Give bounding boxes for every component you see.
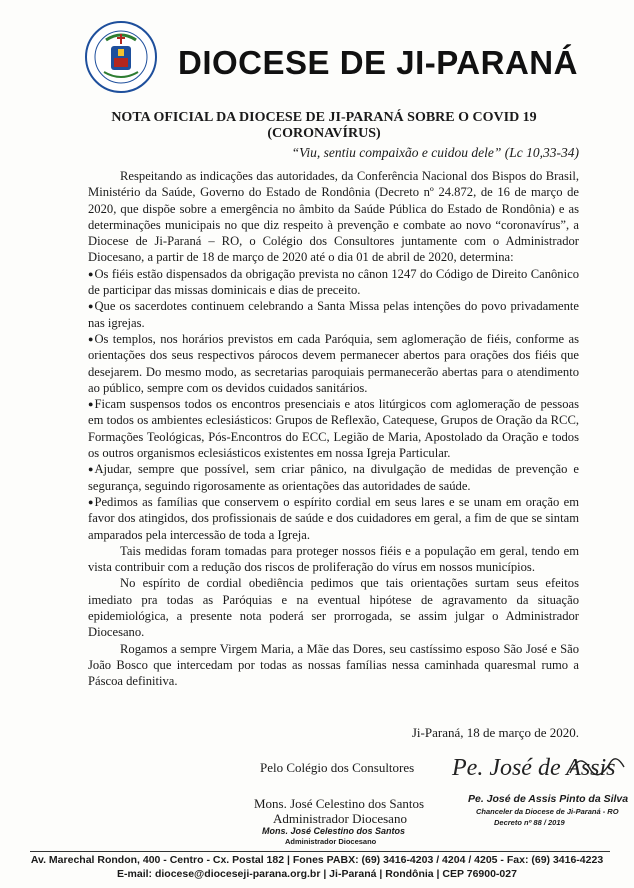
- bullet-icon: ●: [88, 464, 94, 475]
- chancellor-decree: Decreto nº 88 / 2019: [494, 818, 565, 827]
- list-item: ●Os templos, nos horários previstos em cada Paróquia, sem aglomeração de fiéis, conforme as orientações dos seus respectivos párocos devem permanecer abertos para orações dos fiéis que desejarem. Do mesmo modo, as secretarias paroquiais permanecerão abertas para o atendimento ao público, sempre com os devidos cuidados sanitários.: [88, 331, 579, 395]
- intro-paragraph: Respeitando as indicações das autoridades, da Conferência Nacional dos Bispos do Brasil, Ministério da Saúde, Governo do Estado de Rondônia (Decreto nº 24.872, de 16 de março de 2020, que dispõe sobre a emergência no âmbito da Saúde Pública do Estado de Rondônia) e as determinações municipais no que diz respeito à prevenção e combate ao novo “coronavírus”, a Diocese de Ji-Paraná – RO, o Colégio dos Consultores juntamente com o Administrador Diocesano, a partir de 18 de março de 2020 até o dia 01 de abril de 2020, determina:: [88, 169, 579, 265]
- footer-contact: E-mail: diocese@dioceseji-parana.org.br | Ji-Paraná | Rondônia | CEP 76900-027: [117, 868, 517, 880]
- document-title: NOTA OFICIAL DA DIOCESE DE JI-PARANÁ SOBRE O COVID 19 (CORONAVÍRUS): [111, 110, 537, 141]
- list-item: ●Pedimos as famílias que conservem o espírito cordial em seus lares e se unam em oração em favor dos atingidos, dos profissionais de saúde e dos cuidadores em geral, a fim de que se sintam amparados pela intercessão de toda a Igreja.: [88, 494, 579, 542]
- list-item: ●Que os sacerdotes continuem celebrando a Santa Missa pelas intenções do povo privadamente nas igrejas.: [88, 299, 579, 330]
- signature-heading: Pelo Colégio dos Consultores: [260, 760, 415, 775]
- list-item: ●Ficam suspensos todos os encontros presenciais e atos litúrgicos com aglomeração de pessoas em todos os ambientes eclesiásticos: Grupos de Reflexão, Catequese, Grupos de Oração da RCC, Formações Teológicas, Pós-Encontros do ECC, Legião de Maria, Apostolado da Oração e todos os outros organismos eclesiásticos existentes em nossa Igreja Particular.: [88, 397, 579, 461]
- chancellor-role: Chanceler da Diocese de Ji-Paraná - RO: [476, 807, 619, 816]
- footer-address: Av. Marechal Rondon, 400 - Centro - Cx. Postal 182 | Fones PABX: (69) 3416-4203 / 4204 / 4205 - Fax: (69) 3416-4223: [30, 854, 604, 866]
- list-item: ●Os fiéis estão dispensados da obrigação prevista no cânon 1247 do Código de Direito Canônico de participar das missas dominicais e dias de preceito.: [88, 266, 579, 298]
- handwritten-signature: [450, 745, 630, 790]
- body-paragraph: Rogamos a sempre Virgem Maria, a Mãe das Dores, seu castíssimo esposo São José e São João Bosco que intercedam por todas as nossas famílias nessa caminhada quaresmal rumo a Páscoa definitiva.: [88, 641, 579, 689]
- letter-body: [88, 168, 579, 690]
- body-paragraph: Tais medidas foram tomadas para proteger nossos fiéis e a população em geral, tendo em vista contribuir com a redução dos riscos de proliferação do vírus em nossos municípios.: [88, 543, 579, 575]
- bullet-icon: ●: [88, 496, 94, 507]
- bullet-icon: ●: [88, 301, 94, 312]
- body-paragraph: No espírito de cordial obediência pedimos que tais orientações surtam seus efeitos imediato pra todas as Paróquias e na eventual hipótese de agravamento da situação epidemiológica, a presente nota poderá ser prorrogada, se assim julgar o Administrador Diocesano.: [88, 576, 579, 640]
- stamp-name: Mons. José Celestino dos Santos: [262, 826, 406, 836]
- diocese-name: DIOCESE DE JI-PARANÁ: [178, 44, 578, 81]
- svg-text:Pe. José de Assis: Pe. José de Assis: [452, 755, 616, 781]
- bullet-icon: ●: [88, 268, 94, 279]
- stamp-role: Administrador Diocesano: [285, 837, 377, 846]
- place-date: Ji-Paraná, 18 de março de 2020.: [411, 725, 579, 740]
- chancellor-name: Pe. José de Assis Pinto da Silva: [468, 793, 629, 805]
- footer-divider: [30, 851, 610, 852]
- list-item: ●Ajudar, sempre que possível, sem criar pânico, na divulgação de medidas de prevenção e segurança, seguindo rigorosamente as orientações das autoridades de saúde.: [88, 462, 579, 493]
- signer-name: Mons. José Celestino dos Santos: [254, 796, 425, 811]
- diocese-seal: [84, 20, 158, 94]
- bullet-icon: ●: [88, 399, 94, 410]
- bible-quote: “Viu, sentiu compaixão e cuidou dele” (Lc 10,33-34): [291, 145, 579, 160]
- signer-role: Administrador Diocesano: [273, 811, 407, 826]
- bullet-icon: ●: [88, 333, 94, 344]
